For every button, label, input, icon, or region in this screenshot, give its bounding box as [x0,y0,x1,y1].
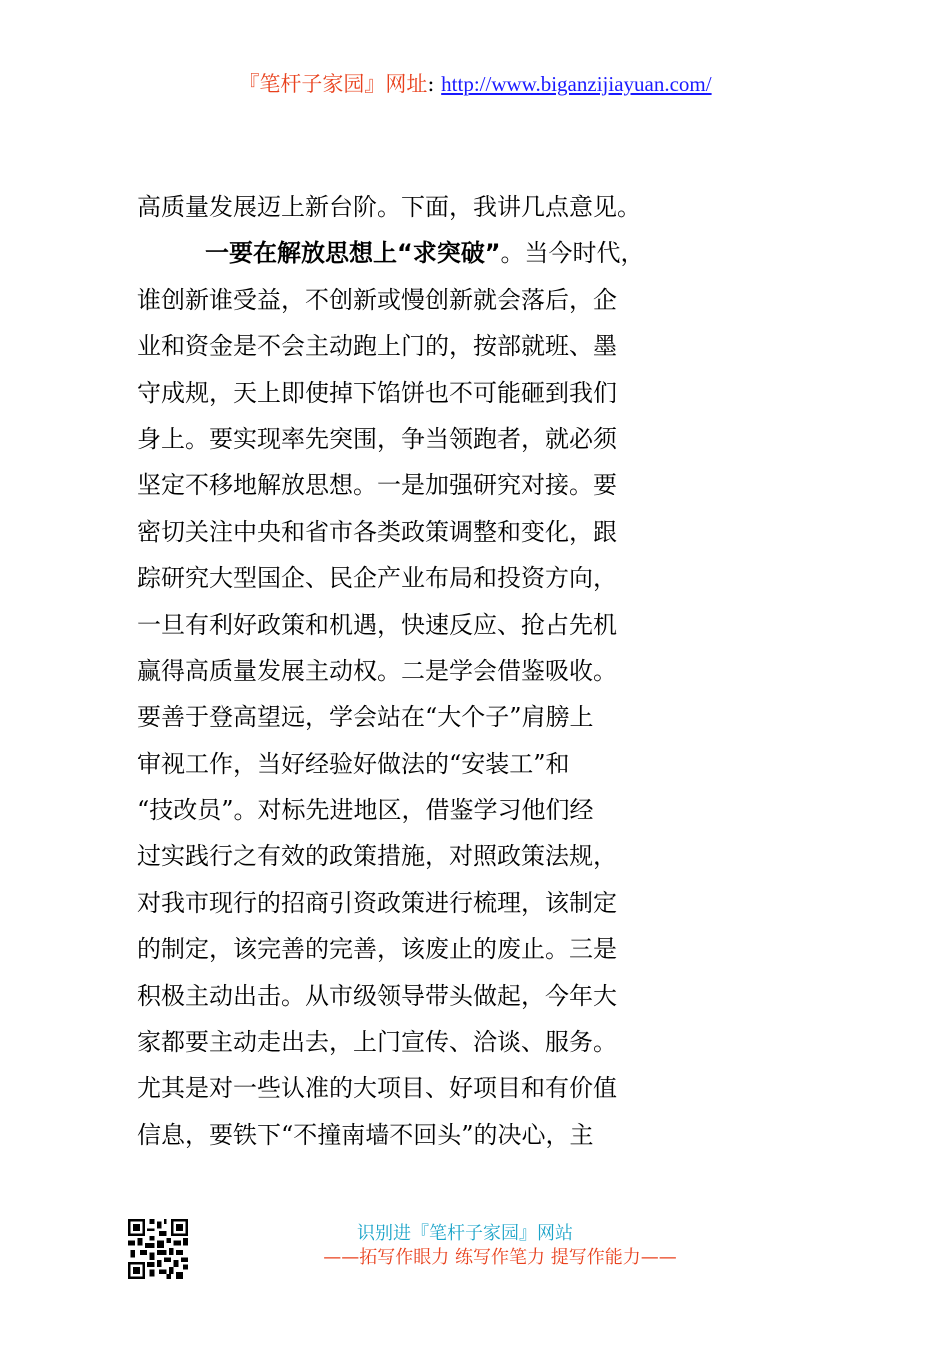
text-line [137,1019,827,1065]
line-text: 要善于登高望远，学会站在“大个子”肩膀上 [137,703,594,732]
line-text: 一旦有利好政策和机遇，快速反应、抢占先机 [137,610,617,639]
text-line [137,1065,827,1111]
text-line [137,416,827,462]
line-text: 高质量发展迈上新台阶。下面，我讲几点意见。 [137,193,641,221]
line-text: 对我市现行的招商引资政策进行梳理，该制定 [137,888,617,917]
line-text: 的制定，该完善的完善，该废止的废止。三是 [137,935,617,964]
text-line [137,787,827,833]
line-text: 信息，要铁下“不撞南墙不回头”的决心，主 [137,1120,594,1149]
text-line [137,462,827,508]
footer-caption: 识别进『笔杆子家园』网站 [357,1223,573,1244]
line-text: 身上。要实现率先突围，争当领跑者，就必须 [137,424,617,453]
document-body [137,184,827,1158]
text-line [137,602,827,648]
text-line [137,833,827,879]
line-text: “技改员”。对标先进地区，借鉴学习他们经 [137,796,594,825]
line-text: 守成规，天上即使掉下馅饼也不可能砸到我们 [137,378,617,407]
text-line [137,694,827,740]
line-text: 积极主动出击。从市级领导带头做起，今年大 [137,981,617,1010]
bold-heading: 一要在解放思想上“求突破” [205,239,501,268]
text-line [137,230,827,276]
line-text: 审视工作，当好经验好做法的“安装工”和 [137,749,570,778]
text-line [137,184,827,230]
text-line [137,555,827,601]
line-text: 赢得高质量发展主动权。二是学会借鉴吸收。 [137,656,617,685]
line-text: 过实践行之有效的政策措施，对照政策法规， [137,842,617,871]
text-line [137,277,827,323]
text-line [137,509,827,555]
text-line [137,926,827,972]
line-text: 谁创新谁受益，不创新或慢创新就会落后，企 [137,285,617,314]
header-separator: : [427,72,435,96]
line-text: 业和资金是不会主动跑上门的，按部就班、墨 [137,332,617,361]
text-line [137,973,827,1019]
line-text: 坚定不移地解放思想。一是加强研究对接。要 [137,471,617,500]
text-line [137,1112,827,1158]
text-line [137,323,827,369]
line-text: 家都要主动走出去，上门宣传、洽谈、服务。 [137,1028,617,1057]
text-line [137,648,827,694]
footer-slogan: ——拓写作眼力 练写作笔力 提写作能力—— [323,1247,677,1268]
text-line [137,370,827,416]
line-text: 。当今时代， [500,239,645,268]
line-text: 尤其是对一些认准的大项目、好项目和有价值 [137,1074,617,1103]
text-line [137,741,827,787]
page-header [0,70,950,98]
line-text: 密切关注中央和省市各类政策调整和变化，跟 [137,517,617,546]
site-url-link[interactable]: http://www.biganzijiayuan.com/ [441,72,712,96]
site-brand: 『笔杆子家园』网址 [238,72,428,96]
line-text: 踪研究大型国企、民企产业布局和投资方向， [137,564,617,593]
text-line [137,880,827,926]
